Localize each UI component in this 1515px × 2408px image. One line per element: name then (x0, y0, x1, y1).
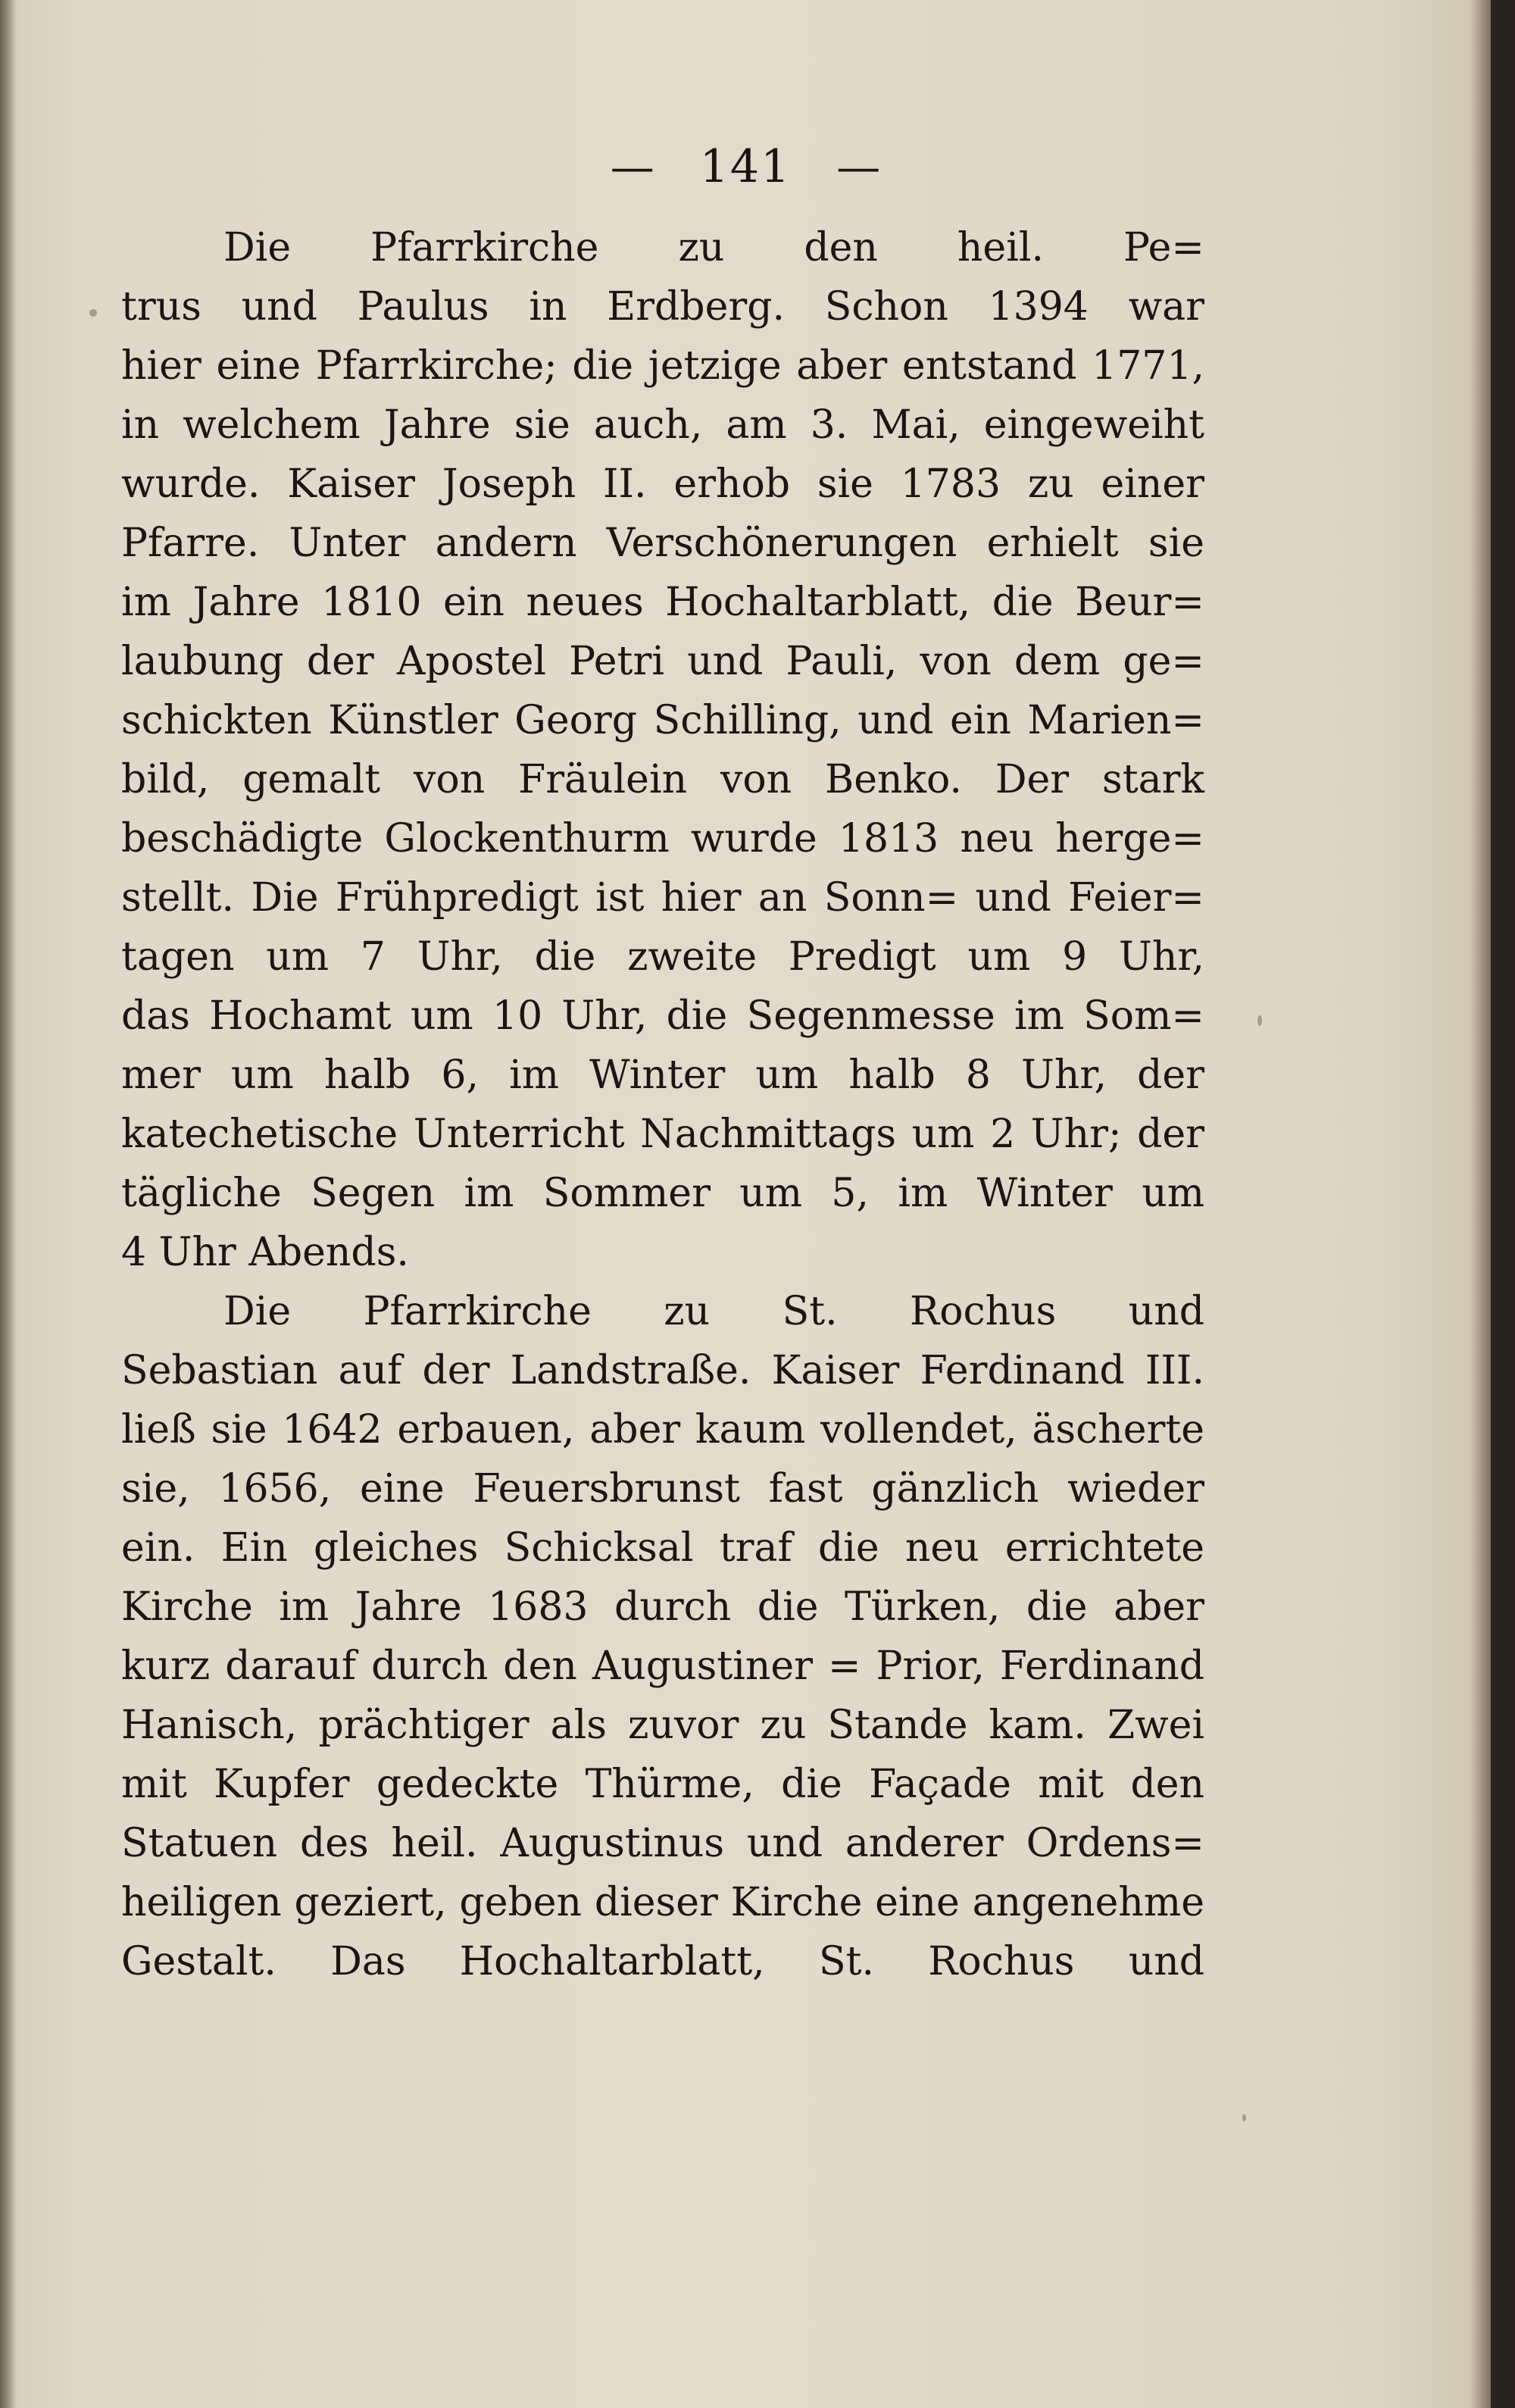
text-line: Statuen des heil. Augustinus und anderer Ordens= (121, 1821, 1204, 1866)
paragraph-pfarrkirche-st-rochus (121, 1282, 1204, 1991)
text-line: heiligen geziert, geben dieser Kirche eine angenehme (121, 1880, 1204, 1925)
text-line: sie, 1656, eine Feuersbrunst fast gänzlich wieder (121, 1466, 1204, 1512)
page-header (0, 136, 1491, 197)
text-line: Gestalt. Das Hochaltarblatt, St. Rochus und (121, 1939, 1204, 1984)
text-line: Sebastian auf der Landstraße. Kaiser Ferdinand III. (121, 1348, 1204, 1393)
text-line: stellt. Die Frühpredigt ist hier an Sonn= und Feier= (121, 875, 1204, 921)
text-line: laubung der Apostel Petri und Pauli, von dem ge= (121, 639, 1204, 684)
text-line: katechetische Unterricht Nachmittags um 2 Uhr; der (121, 1112, 1204, 1157)
text-line: tägliche Segen im Sommer um 5, im Winter um (121, 1171, 1204, 1216)
text-line: ein. Ein gleiches Schicksal traf die neu errichtete (121, 1525, 1204, 1571)
ink-speck (1242, 2114, 1246, 2122)
text-line: Die Pfarrkirche zu St. Rochus und (223, 1289, 1204, 1334)
text-line: tagen um 7 Uhr, die zweite Predigt um 9 Uhr, (121, 934, 1204, 980)
text-line: Kirche im Jahre 1683 durch die Türken, die aber (121, 1584, 1204, 1630)
text-line: kurz darauf durch den Augustiner = Prior, Ferdinand (121, 1643, 1204, 1689)
header-dash-left: — (610, 141, 654, 192)
text-line: im Jahre 1810 ein neues Hochaltarblatt, die Beur= (121, 580, 1204, 625)
text-line: hier eine Pfarrkirche; die jetzige aber entstand 1771, (121, 343, 1204, 389)
header-dash-right: — (836, 141, 881, 192)
ink-speck (89, 309, 97, 317)
paragraph-pfarrkirche-erdberg (121, 218, 1204, 1282)
page-left-edge-shadow (0, 0, 17, 2408)
text-line: das Hochamt um 10 Uhr, die Segenmesse im Som= (121, 993, 1204, 1039)
text-line: Die Pfarrkirche zu den heil. Pe= (223, 225, 1204, 271)
text-line: schickten Künstler Georg Schilling, und ein Marien= (121, 698, 1204, 743)
text-line: mit Kupfer gedeckte Thürme, die Façade mit den (121, 1762, 1204, 1807)
page-right-edge-shadow (1470, 0, 1491, 2408)
text-line: ließ sie 1642 erbauen, aber kaum vollendet, äscherte (121, 1407, 1204, 1453)
text-line: Hanisch, prächtiger als zuvor zu Stande kam. Zwei (121, 1703, 1204, 1748)
text-line: beschädigte Glockenthurm wurde 1813 neu herge= (121, 816, 1204, 862)
text-line: wurde. Kaiser Joseph II. erhob sie 1783 zu einer (121, 461, 1204, 507)
text-line: bild, gemalt von Fräulein von Benko. Der stark (121, 757, 1204, 802)
text-line: mer um halb 6, im Winter um halb 8 Uhr, der (121, 1052, 1204, 1098)
text-line: Pfarre. Unter andern Verschönerungen erhielt sie (121, 521, 1204, 566)
text-line: 4 Uhr Abends. (121, 1230, 409, 1275)
page-number: 141 (699, 140, 792, 193)
ink-speck (1257, 1015, 1262, 1026)
text-line: in welchem Jahre sie auch, am 3. Mai, eingeweiht (121, 402, 1204, 448)
text-line: trus und Paulus in Erdberg. Schon 1394 war (121, 284, 1204, 330)
body-text (121, 218, 1204, 1991)
